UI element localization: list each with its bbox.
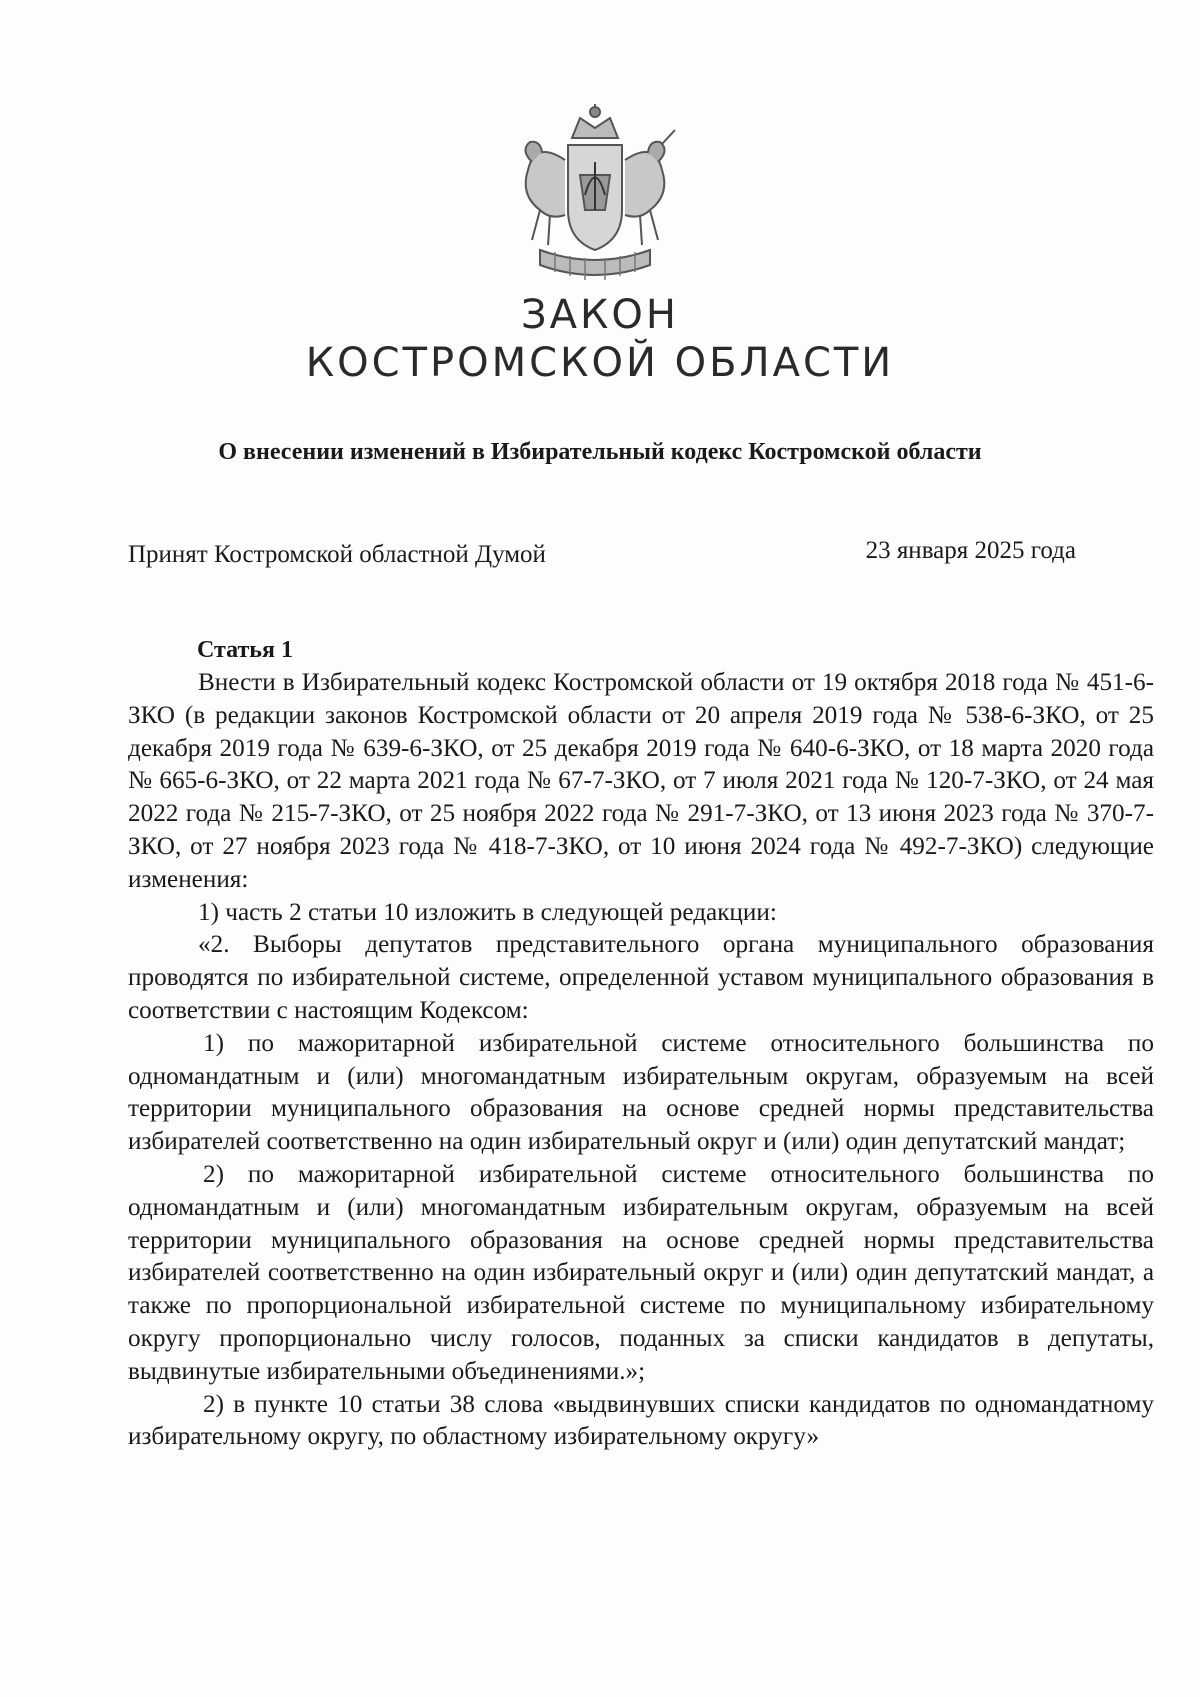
article-heading: Статья 1	[197, 637, 293, 663]
amendment-item-1: 1) часть 2 статьи 10 изложить в следующей редакции:	[198, 898, 777, 926]
sub-item-1: 1) по мажоритарной избирательной системе относительного большинства по одномандатным и (или) многомандатным избирательным округам, образуемым на всей территории муниципального образования на основе средней нормы представительства избирателей соответственно на один избирательный округ и (или) один депутатский мандат;	[128, 1029, 1154, 1156]
article-intro: Внести в Избирательный кодекс Костромской области от 19 октября 2018 года № 451-6-ЗКО (в редакции законов Костромской области от 20 апреля 2019 года № 538-6-ЗКО, от 25 декабря 2019 года № 639-6-ЗКО, от 25 декабря 2019 года № 640-6-ЗКО, от 18 марта 2020 года № 665-6-ЗКО, от 22 марта 2021 года № 67-7-ЗКО, от 7 июля 2021 года № 120-7-ЗКО, от 24 мая 2022 года № 215-7-ЗКО, от 25 ноября 2022 года № 291-7-ЗКО, от 13 июня 2023 года № 370-7-ЗКО, от 27 ноября 2023 года № 418-7-ЗКО, от 10 июня 2024 года № 492-7-ЗКО) следующие изменения:	[128, 669, 1154, 893]
coat-of-arms-icon	[510, 100, 680, 285]
amendment-item-2: 2) в пункте 10 статьи 38 слова «выдвинувших списки кандидатов по одномандатному избирательному округу, по областному избирательному округу»	[128, 1390, 1154, 1451]
article-body	[128, 667, 1154, 1454]
quoted-part-2: «2. Выборы депутатов представительного органа муниципального образования проводятся по избирательной системе, определенной уставом муниципального образования в соответствии с настоящим Кодексом:	[128, 931, 1154, 1024]
sub-item-2: 2) по мажоритарной избирательной системе относительного большинства по одномандатным и (или) многомандатным избирательным округам, образуемым на всей территории муниципального образования на основе средней нормы представительства избирателей соответственно на один избирательный округ и (или) один депутатский мандат, а также по пропорциональной избирательной системе по муниципальному избирательному округу пропорционально числу голосов, поданных за списки кандидатов в депутаты, выдвинутые избирательными объединениями.»;	[128, 1160, 1154, 1385]
adopted-by: Принят Костромской областной Думой	[128, 541, 546, 568]
document-title: О внесении изменений в Избирательный кодекс Костромской области	[218, 439, 982, 465]
law-heading: ЗАКОН	[521, 292, 679, 338]
region-heading: КОСТРОМСКОЙ ОБЛАСТИ	[305, 340, 895, 386]
adoption-date: 23 января 2025 года	[865, 537, 1076, 564]
